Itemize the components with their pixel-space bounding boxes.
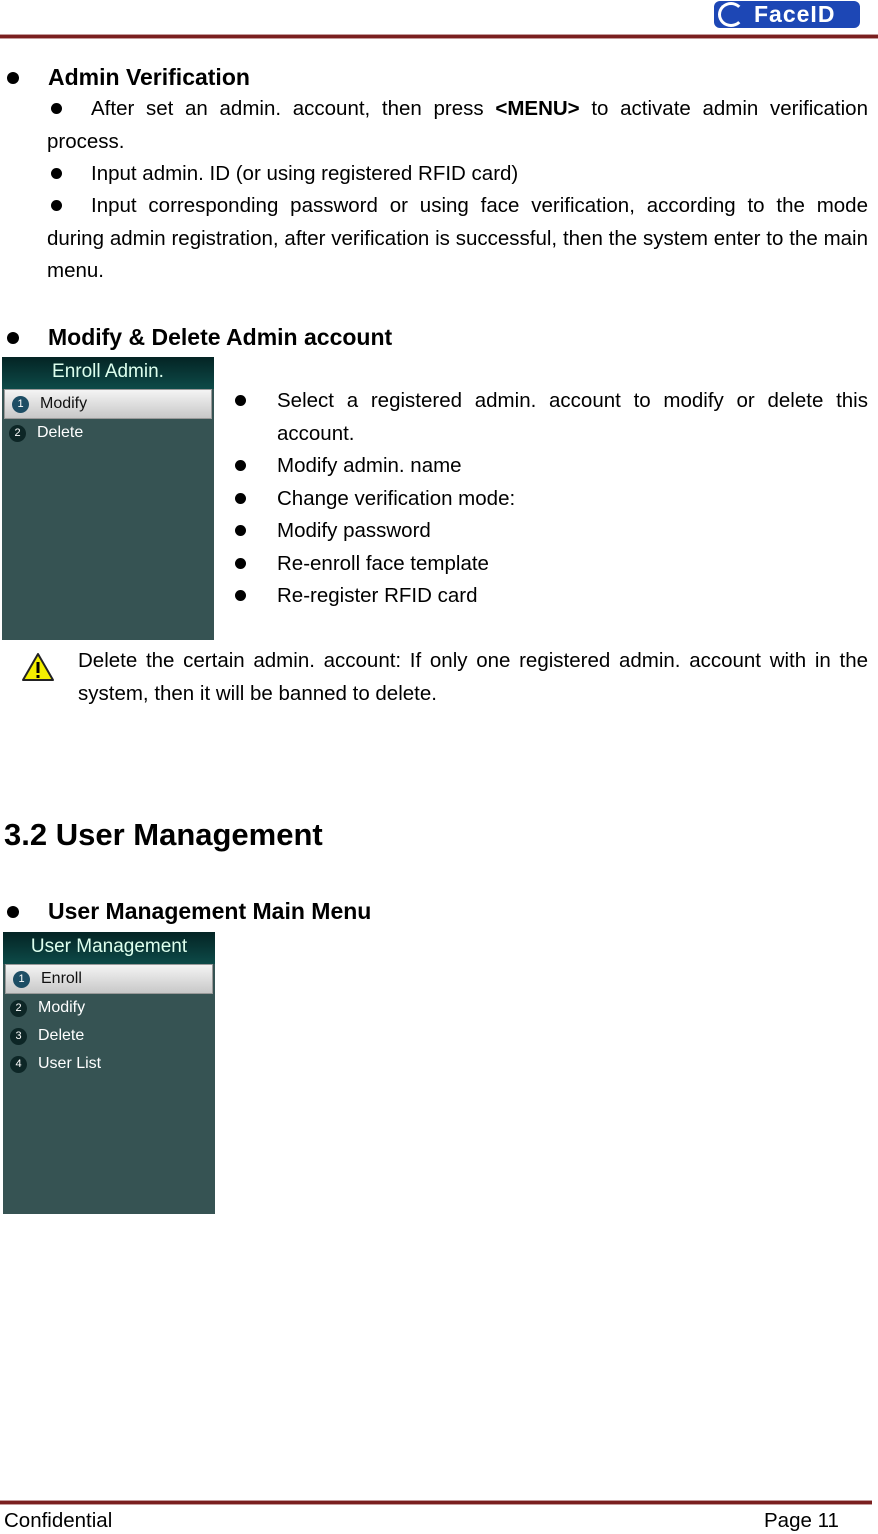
menu-item-modify[interactable]: 2 Modify: [3, 994, 215, 1022]
paragraph: Modify admin. name: [277, 454, 462, 477]
heading-modify-delete: Modify & Delete Admin account: [48, 324, 393, 350]
section-title: 3.2 User Management: [4, 817, 323, 852]
menu-item-enroll[interactable]: 1 Enroll: [5, 964, 213, 994]
bullet-icon: [235, 395, 246, 406]
faceid-logo: FaceID: [714, 1, 860, 28]
face-icon: [718, 2, 744, 27]
bullet-icon: [235, 590, 246, 601]
bullet-icon: [51, 168, 62, 179]
user-management-screen: [3, 932, 215, 1214]
menu-item-modify[interactable]: 1 Modify: [4, 389, 212, 419]
menu-item-delete[interactable]: 3 Delete: [3, 1022, 215, 1050]
paragraph: After set an admin. account, then press <MENU> to activate admin verification process.: [47, 97, 868, 153]
heading-user-management-menu: User Management Main Menu: [48, 898, 372, 924]
bullet-icon: [235, 493, 246, 504]
bullet-icon: [7, 332, 19, 344]
screen-title: User Management: [3, 932, 215, 964]
heading-admin-verification: Admin Verification: [48, 64, 250, 90]
paragraph: Modify password: [277, 519, 431, 542]
menu-item-user-list[interactable]: 4 User List: [3, 1050, 215, 1078]
bullet-icon: [7, 72, 19, 84]
footer-confidential: Confidential: [4, 1509, 113, 1532]
footer-rule: [0, 1500, 872, 1506]
header-rule: [0, 34, 878, 40]
warning-icon: [21, 652, 55, 682]
bullet-icon: [235, 558, 246, 569]
paragraph: Re-enroll face template: [277, 552, 489, 575]
paragraph: Change verification mode:: [277, 487, 516, 510]
bullet-icon: [235, 525, 246, 536]
paragraph: Select a registered admin. account to modify or delete this account.: [277, 389, 868, 445]
bullet-icon: [235, 460, 246, 471]
enroll-admin-screen: [2, 357, 214, 640]
footer-page-number: Page 11: [764, 1509, 839, 1532]
bullet-icon: [7, 906, 19, 918]
screen-title: Enroll Admin.: [2, 357, 214, 389]
menu-item-delete[interactable]: 2 Delete: [2, 419, 214, 447]
paragraph: Re-register RFID card: [277, 584, 478, 607]
paragraph: Input admin. ID (or using registered RFID card): [91, 162, 519, 185]
warning-text: Delete the certain admin. account: If only one registered admin. account with in the system, then it will be banned to delete.: [78, 649, 868, 705]
paragraph: Input corresponding password or using face verification, according to the mode during admin registration, after verification is successful, then the system enter to the main menu.: [47, 194, 868, 282]
